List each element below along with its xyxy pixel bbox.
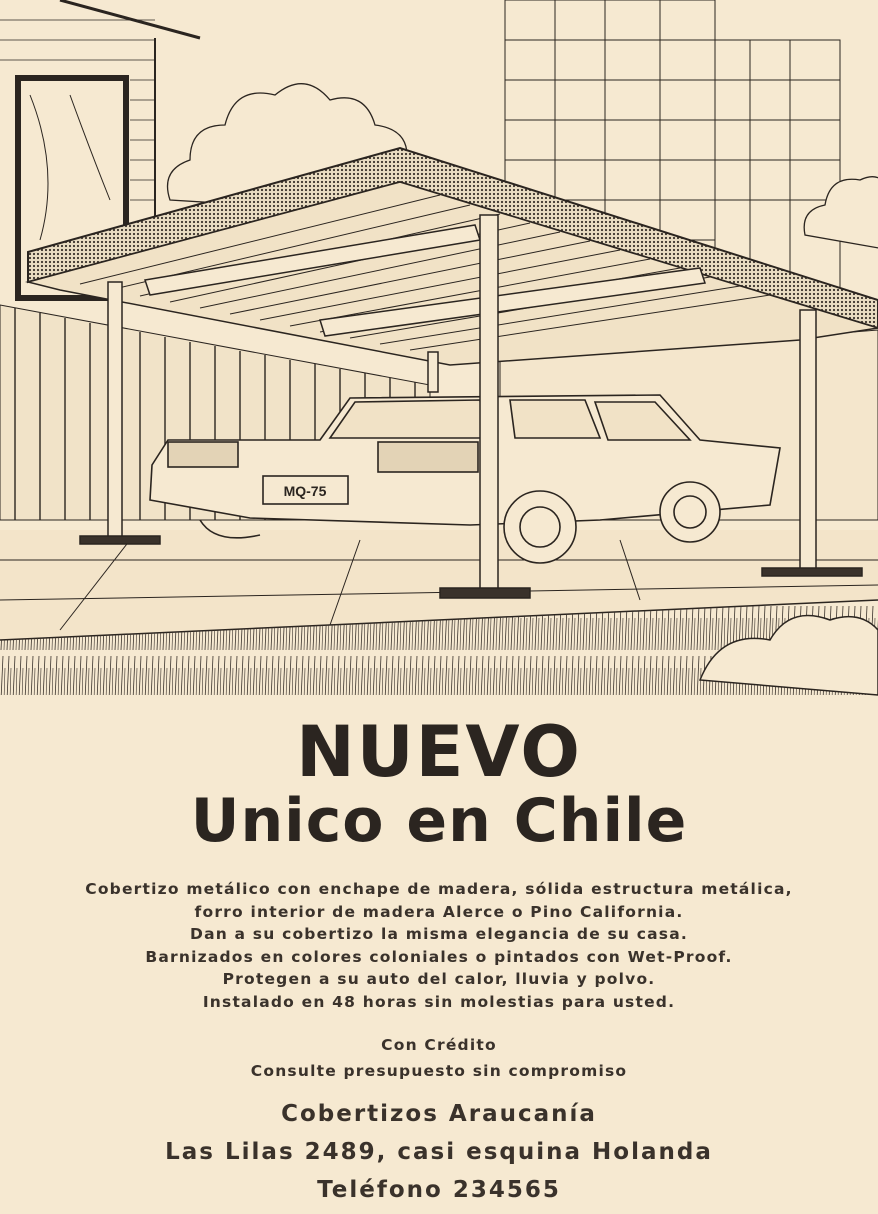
credit-block [0, 1032, 878, 1084]
body-line: forro interior de madera Alerce o Pino California. [194, 902, 684, 921]
body-line: Instalado en 48 horas sin molestias para usted. [202, 992, 676, 1011]
quote-line: Consulte presupuesto sin compromiso [250, 1062, 628, 1080]
company-block [0, 1095, 878, 1209]
company-address: Las Lilas 2489, casi esquina Holanda [165, 1139, 713, 1165]
license-plate-text: MQ-75 [283, 483, 327, 499]
body-line: Cobertizo metálico con enchape de madera, sólida estructura metálica, [85, 880, 793, 898]
company-name: Cobertizos Araucanía [281, 1101, 597, 1127]
company-phone: Teléfono 234565 [317, 1177, 561, 1203]
body-copy [0, 878, 878, 1013]
headline: NUEVO [296, 711, 582, 793]
subheadline: Unico en Chile [190, 786, 688, 856]
body-line: Protegen a su auto del calor, lluvia y polvo. [222, 970, 656, 988]
body-line: Dan a su cobertizo la misma elegancia de su casa. [190, 925, 688, 943]
body-line: Barnizados en colores coloniales o pintados con Wet-Proof. [145, 947, 733, 966]
credit-line: Con Crédito [381, 1036, 497, 1054]
